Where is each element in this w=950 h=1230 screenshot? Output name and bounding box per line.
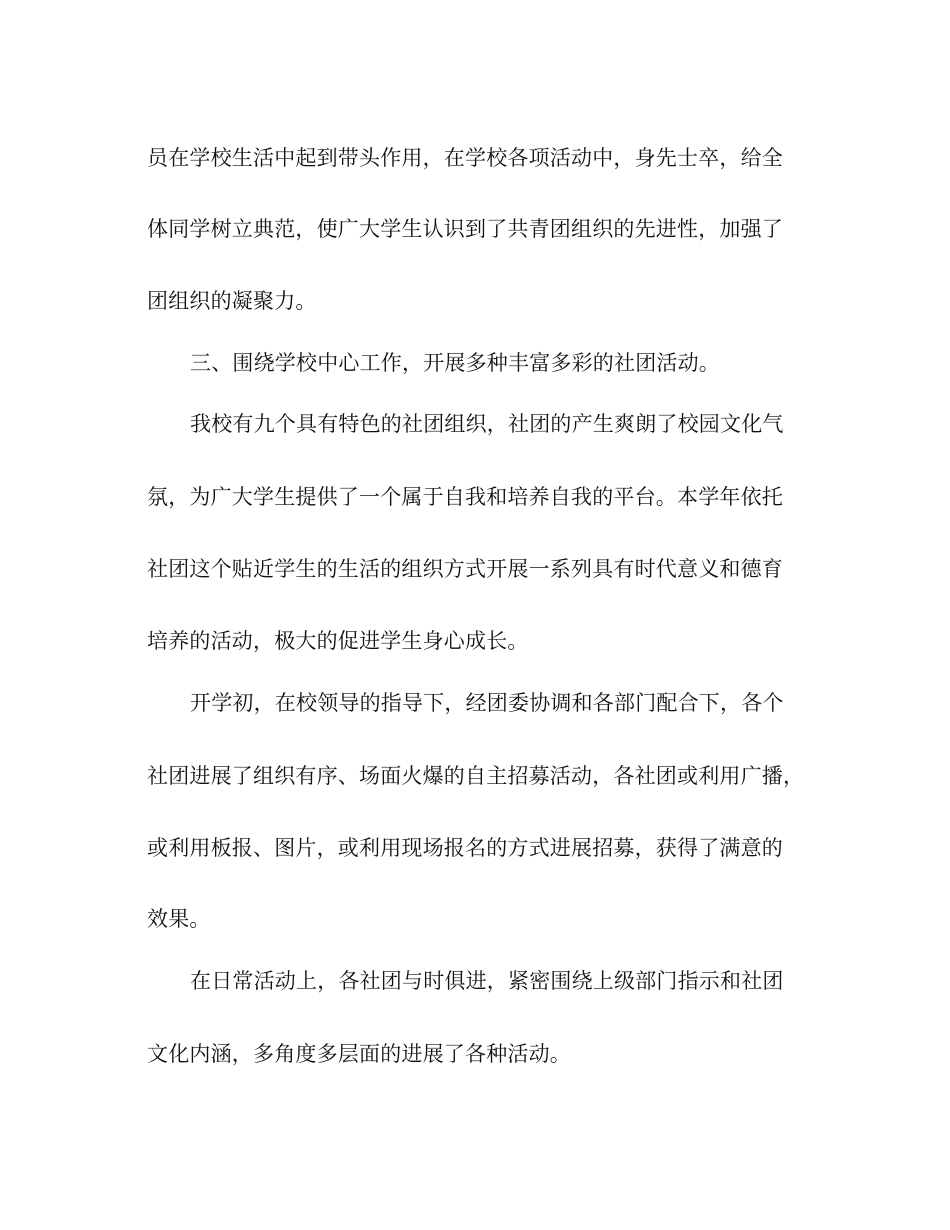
paragraph-line: 体同学树立典范，使广大学生认识到了共青团组织的先进性，加强了 (147, 217, 783, 241)
paragraph-line: 或利用板报、图片，或利用现场报名的方式进展招募，获得了满意的 (147, 836, 783, 860)
paragraph-line: 社团这个贴近学生的生活的组织方式开展一系列具有时代意义和德育 (147, 557, 783, 581)
paragraph-line: 员在学校生活中起到带头作用，在学校各项活动中，身先士卒，给全 (147, 146, 783, 170)
paragraph-line: 氛，为广大学生提供了一个属于自我和培养自我的平台。本学年依托 (147, 485, 783, 509)
paragraph-line: 开学初，在校领导的指导下，经团委协调和各部门配合下，各个 (190, 691, 784, 715)
section-heading: 三、围绕学校中心工作，开展多种丰富多彩的社团活动。 (190, 351, 720, 375)
paragraph-line: 培养的活动，极大的促进学生身心成长。 (147, 629, 529, 653)
paragraph-line: 效果。 (147, 907, 211, 931)
paragraph-line: 团组织的凝聚力。 (147, 289, 317, 313)
paragraph-line: 在日常活动上，各社团与时俱进，紧密围绕上级部门指示和社团 (190, 969, 784, 993)
paragraph-line: 文化内涵，多角度多层面的进展了各种活动。 (147, 1042, 571, 1066)
paragraph-line: 我校有九个具有特色的社团组织，社团的产生爽朗了校园文化气 (190, 412, 784, 436)
paragraph-line: 社团进展了组织有序、场面火爆的自主招募活动，各社团或利用广播， (147, 764, 805, 788)
